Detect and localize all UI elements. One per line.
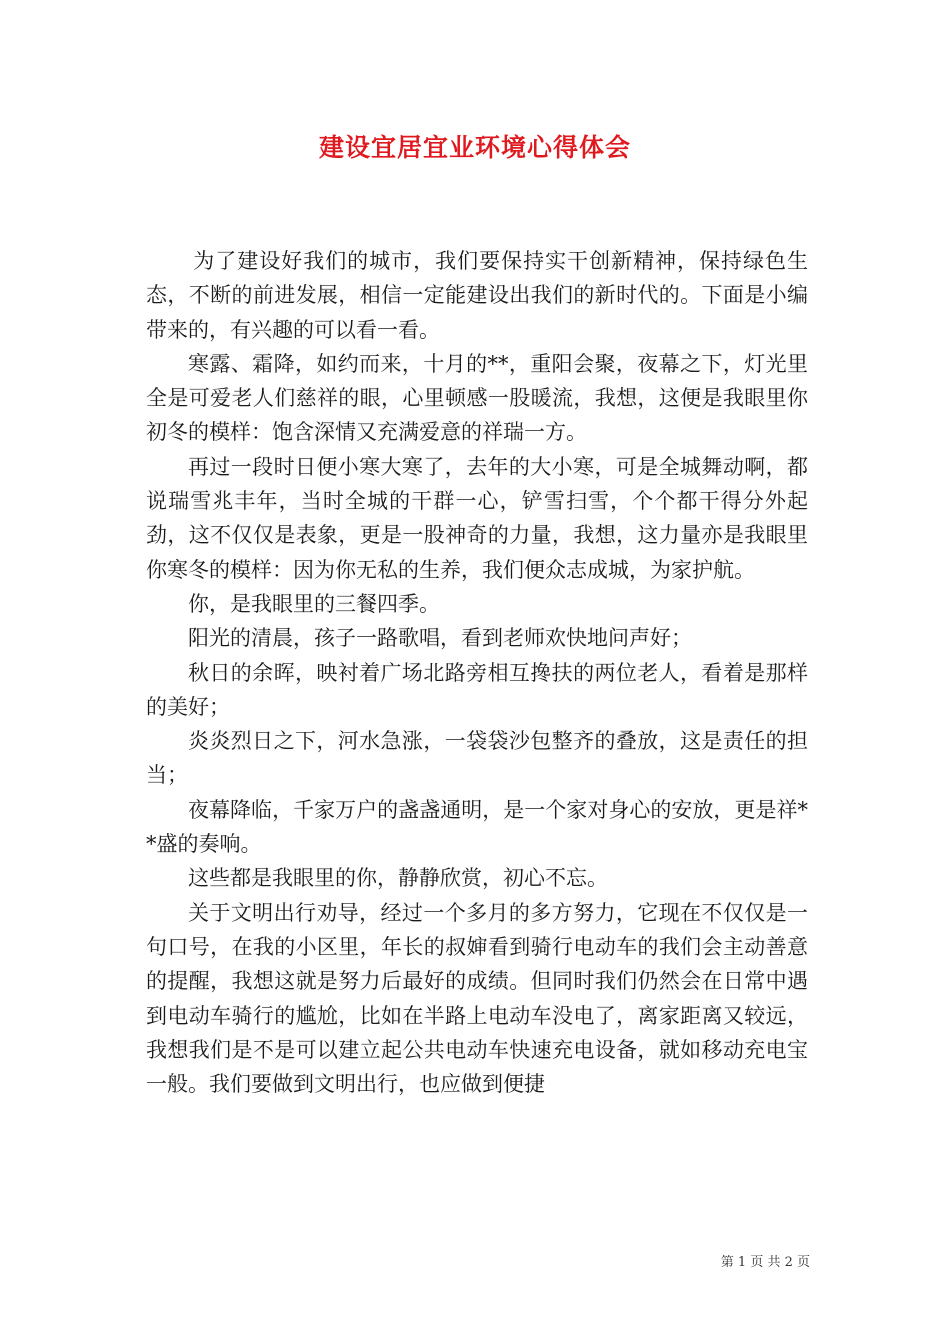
paragraph: 夜幕降临，千家万户的盏盏通明，是一个家对身心的安放，更是祥**盛的奏响。: [146, 797, 808, 857]
document-body: [146, 244, 808, 1101]
paragraph: 炎炎烈日之下，河水急涨，一袋袋沙包整齐的叠放，这是责任的担当；: [146, 729, 808, 788]
paragraph: 秋日的余晖，映衬着广场北路旁相互搀扶的两位老人，看着是那样的美好；: [146, 660, 808, 719]
paragraph: 关于文明出行劝导，经过一个多月的多方努力，它现在不仅仅是一句口号，在我的小区里，年长的叔婶看到骑行电动车的我们会主动善意的提醒，我想这就是努力后最好的成绩。但同时我们仍然会在日常中遇到电动车骑行的尴尬，比如在半路上电动车没电了，离家距离又较远，我想我们是不是可以建立起公共电动车快速充电设备，就如移动充电宝一般。我们要做到文明出行，也应做到便捷: [146, 900, 808, 1097]
page-number: 第 1 页 共 2 页: [720, 1255, 810, 1270]
paragraph: 寒露、霜降，如约而来，十月的**，重阳会聚，夜幕之下，灯光里全是可爱老人们慈祥的眼，心里顿感一股暖流，我想，这便是我眼里你初冬的模样：饱含深情又充满爱意的祥瑞一方。: [146, 351, 808, 445]
paragraph: 阳光的清晨，孩子一路歌唱，看到老师欢快地问声好；: [188, 626, 692, 651]
paragraph: 这些都是我眼里的你，静静欣赏，初心不忘。: [188, 866, 608, 891]
paragraph: 为了建设好我们的城市，我们要保持实干创新精神，保持绿色生态，不断的前进发展，相信一定能建设出我们的新时代的。下面是小编带来的，有兴趣的可以看一看。: [146, 249, 808, 342]
page-title: 建设宜居宜业环境心得体会: [318, 133, 631, 162]
paragraph: 再过一段时日便小寒大寒了，去年的大小寒，可是全城舞动啊，都说瑞雪兆丰年，当时全城的干群一心，铲雪扫雪，个个都干得分外起劲，这不仅仅是表象，更是一股神奇的力量，我想，这力量亦是我眼里你寒冬的模样：因为你无私的生养，我们便众志成城，为家护航。: [146, 454, 808, 582]
paragraph: 你，是我眼里的三餐四季。: [188, 591, 440, 616]
